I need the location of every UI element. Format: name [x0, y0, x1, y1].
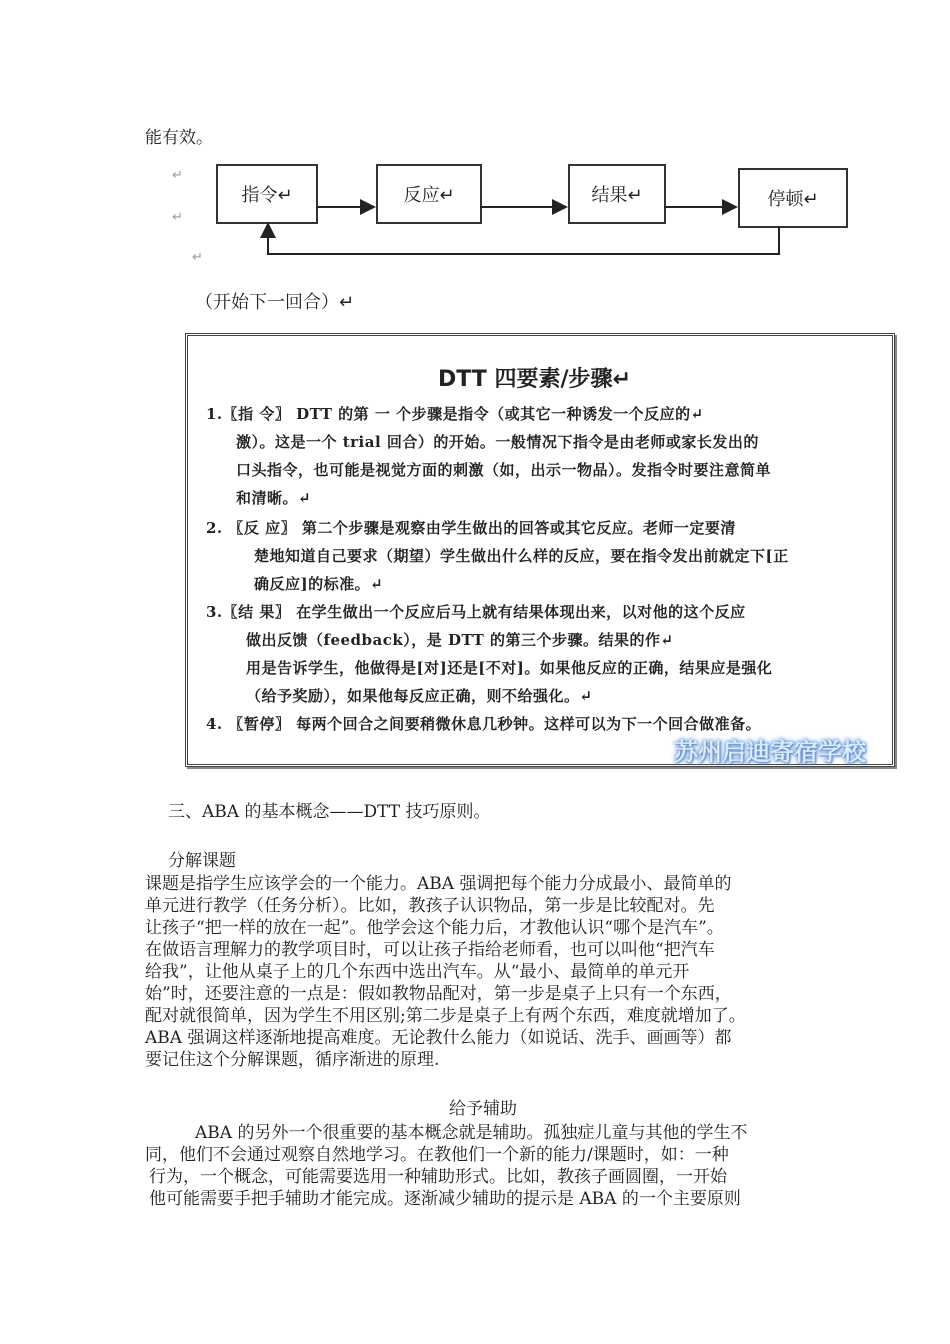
panel-line: 1.〖指 令〗 DTT 的第 一 个步骤是指令（或其它一种诱发一个反应的↵ [206, 405, 704, 423]
panel-line: 激）。这是一个 trial 回合）的开始。一般情况下指令是由老师或家长发出的 [236, 433, 759, 451]
body-line: 要记住这个分解课题，循序渐进的原理. [145, 1050, 440, 1070]
body-line: 始”时，还要注意的一点是：假如教物品配对，第一步是桌子上只有一个东西， [145, 984, 732, 1004]
body-line: 他可能需要手把手辅助才能完成。逐渐减少辅助的提示是 ABA 的一个主要原则 [149, 1189, 741, 1209]
paragraph-mark: ↵ [172, 168, 183, 183]
panel-line: 楚地知道自己要求（期望）学生做出什么样的反应，要在指令发出前就定下[正 [254, 547, 789, 565]
loop-label: （开始下一回合）↵ [195, 292, 355, 313]
body-line: 让孩子“把一样的放在一起”。他学会这个能力后，才教他认识“哪个是汽车”。 [145, 918, 724, 938]
body-line: 行为，一个概念，可能需要选用一种辅助形式。比如，教孩子画圆圈，一开始 [149, 1167, 727, 1187]
panel-line: 用是告诉学生，他做得是[对]还是[不对]。如果他反应的正确，结果应是强化 [246, 659, 773, 677]
panel-line: 口头指令，也可能是视觉方面的刺激（如，出示一物品）。发指令时要注意简单 [236, 461, 772, 479]
flow-box-instruction: 指令↵ [216, 164, 318, 224]
paragraph-mark: ↵ [172, 210, 183, 225]
panel-line: 2. 〖反 应〗 第二个步骤是观察由学生做出的回答或其它反应。老师一定要清 [206, 519, 736, 537]
subsection-body-prompting [145, 1122, 747, 1210]
flow-box-pause: 停顿↵ [738, 168, 848, 228]
section-heading: 三、ABA 的基本概念——DTT 技巧原则。 [168, 802, 491, 822]
flow-box-result: 结果↵ [568, 164, 666, 224]
body-line: 给我”，让他从桌子上的几个东西中选出汽车。从“最小、最简单的单元开 [145, 962, 690, 982]
panel-line: 和清晰。↵ [236, 489, 312, 507]
dtt-four-elements-panel [185, 333, 895, 767]
subsection-title-decompose: 分解课题 [168, 851, 236, 871]
panel-line: 做出反馈（feedback），是 DTT 的第三个步骤。结果的作↵ [246, 631, 674, 649]
loop-back-arrow [268, 224, 779, 254]
flow-box-response: 反应↵ [376, 164, 482, 224]
subsection-title-prompting: 给予辅助 [449, 1099, 517, 1119]
body-line: 在做语言理解力的教学项目时，可以让孩子指给老师看，也可以叫他“把汽车 [145, 940, 715, 960]
body-line: 课题是指学生应该学会的一个能力。ABA 强调把每个能力分成最小、最简单的 [145, 874, 732, 894]
body-line: ABA 强调这样逐渐地提高难度。无论教什么能力（如说话、洗手、画画等）都 [145, 1028, 732, 1048]
body-line: 单元进行教学（任务分析）。比如，教孩子认识物品，第一步是比较配对。先 [145, 896, 715, 916]
panel-line: 4. 〖暂停〗 每两个回合之间要稍微休息几秒钟。这样可以为下一个回合做准备。 [206, 715, 762, 733]
panel-title: DTT 四要素/步骤↵ [438, 367, 631, 392]
body-line: ABA 的另外一个很重要的基本概念就是辅助。孤独症儿童与其他的学生不 [195, 1123, 748, 1143]
subsection-body-decompose [145, 873, 746, 1071]
body-line: 配对就很简单，因为学生不用区别;第二步是桌子上有两个东西，难度就增加了。 [145, 1006, 746, 1026]
intro-text: 能有效。 [145, 128, 213, 148]
panel-line: 确反应]的标准。↵ [254, 575, 384, 593]
panel-line: （给予奖励），如果他每反应正确，则不给强化。↵ [246, 687, 593, 705]
school-watermark: 苏州启迪寄宿学校 [674, 738, 866, 766]
flow-arrows [0, 0, 950, 300]
paragraph-mark: ↵ [192, 250, 203, 265]
panel-line: 3.〖结 果〗 在学生做出一个反应后马上就有结果体现出来，以对他的这个反应 [206, 603, 746, 621]
body-line: 同，他们不会通过观察自然地学习。在教他们一个新的能力/课题时，如：一种 [145, 1145, 729, 1165]
